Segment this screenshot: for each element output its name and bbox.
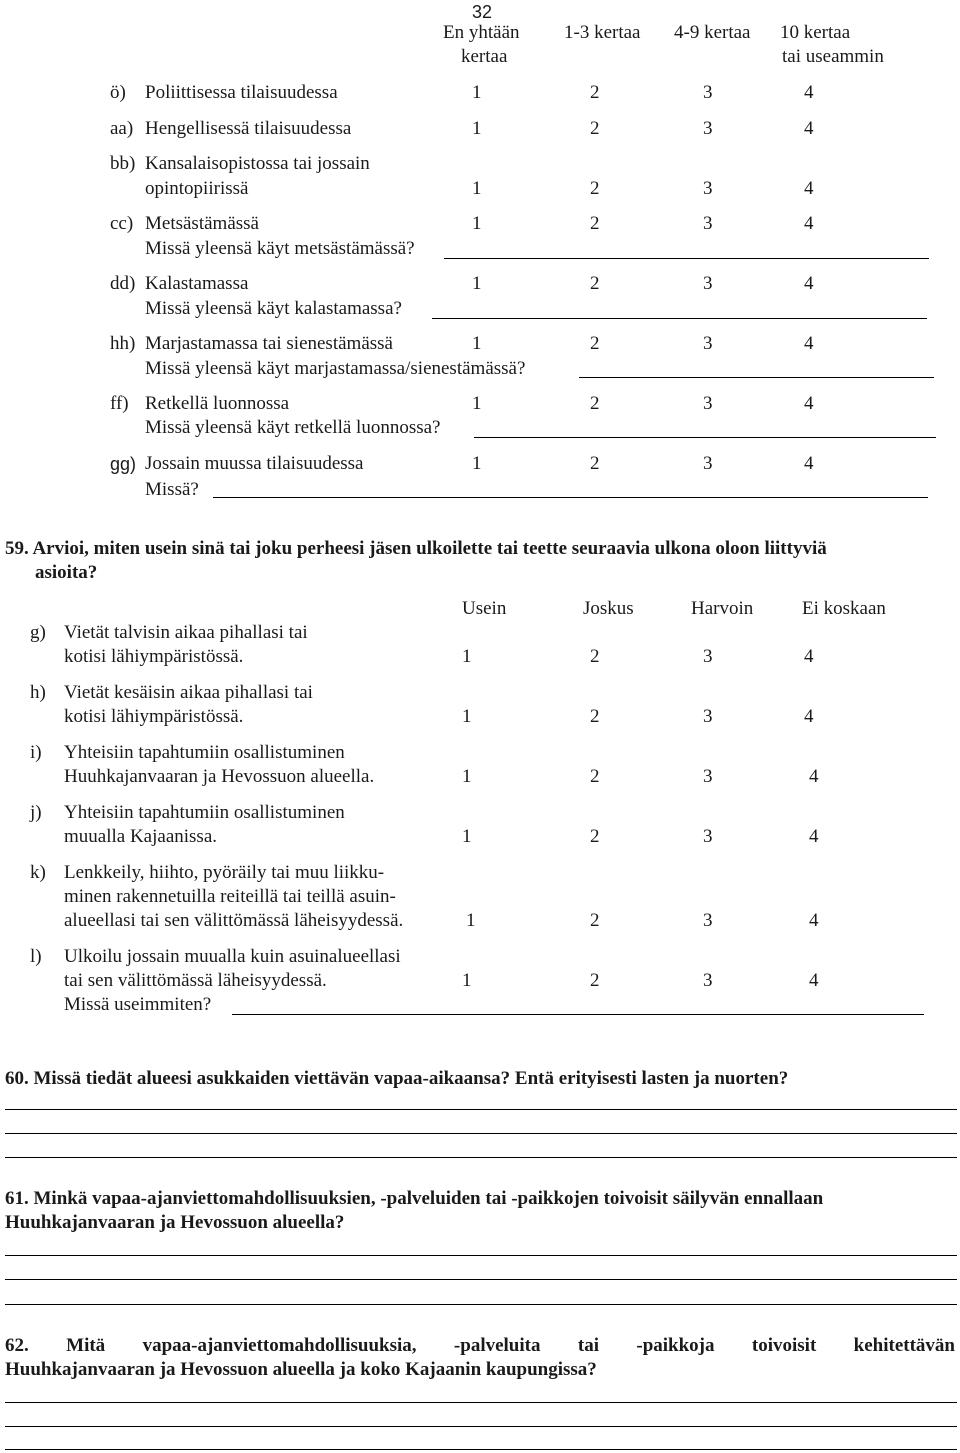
option-4[interactable]: 4 (804, 273, 814, 294)
header-col-4-9: 4-9 kertaa (674, 22, 751, 43)
question-60-title: 60. Missä tiedät alueesi asukkaiden viettävän vapaa-aikaansa? Entä erityisesti lasten ja nuorten? (5, 1068, 789, 1089)
row-label: Kalastamassa (145, 273, 249, 294)
answer-line[interactable] (5, 1304, 957, 1305)
option-4[interactable]: 4 (804, 706, 814, 727)
option-4[interactable]: 4 (804, 333, 814, 354)
option-3[interactable]: 3 (703, 766, 713, 787)
answer-line[interactable] (579, 377, 934, 378)
option-1[interactable]: 1 (472, 333, 482, 354)
item-text-line1: Vietät talvisin aikaa pihallasi tai (64, 622, 308, 643)
option-1[interactable]: 1 (462, 826, 472, 847)
item-letter: h) (30, 682, 46, 703)
answer-line[interactable] (474, 437, 936, 438)
question-61-title: 61. Minkä vapaa-ajanviettomahdollisuuksien, -palveluiden tai -paikkojen toivoisit säilyvän ennallaan (5, 1188, 824, 1209)
row-label: Hengellisessä tilaisuudessa (145, 118, 352, 139)
row-letter: ö) (110, 82, 126, 103)
question-62-title-line2: Huuhkajanvaaran ja Hevossuon alueella ja koko Kajaanin kaupungissa? (5, 1359, 597, 1380)
row-label: Poliittisessa tilaisuudessa (145, 82, 338, 103)
option-4[interactable]: 4 (804, 82, 814, 103)
option-2[interactable]: 2 (590, 970, 600, 991)
option-2[interactable]: 2 (590, 333, 600, 354)
row-label: Retkellä luonnossa (145, 393, 290, 414)
option-1[interactable]: 1 (462, 766, 472, 787)
row-label: Jossain muussa tilaisuudessa (145, 453, 364, 474)
row-subquestion: Missä yleensä käyt kalastamassa? (145, 298, 402, 319)
row-subquestion: Missä yleensä käyt metsästämässä? (145, 238, 415, 259)
item-text-line1: Yhteisiin tapahtumiin osallistuminen (64, 802, 345, 823)
question-59-title-line2: asioita? (35, 562, 98, 583)
item-text-line2: muualla Kajaanissa. (64, 826, 218, 847)
answer-line[interactable] (5, 1109, 957, 1110)
option-1[interactable]: 1 (472, 393, 482, 414)
option-1[interactable]: 1 (472, 453, 482, 474)
header-col-never-line2: kertaa (461, 46, 508, 67)
option-4[interactable]: 4 (804, 213, 814, 234)
item-text-line2: minen rakennetuilla reiteillä tai teillä asuin- (64, 886, 396, 907)
option-3[interactable]: 3 (703, 213, 713, 234)
option-3[interactable]: 3 (703, 826, 713, 847)
row-letter: ff) (110, 393, 129, 414)
option-2[interactable]: 2 (590, 178, 600, 199)
header-col-never: En yhtään (443, 22, 520, 43)
item-letter: i) (30, 742, 42, 763)
answer-line[interactable] (432, 318, 927, 319)
item-letter: k) (30, 862, 46, 883)
answer-line[interactable] (5, 1255, 957, 1256)
item-letter: j) (30, 802, 42, 823)
option-2[interactable]: 2 (590, 910, 600, 931)
answer-line[interactable] (213, 497, 928, 498)
option-1[interactable]: 1 (472, 118, 482, 139)
item-text-line2: Huuhkajanvaaran ja Hevossuon alueella. (64, 766, 375, 787)
option-1[interactable]: 1 (472, 178, 482, 199)
option-3[interactable]: 3 (703, 82, 713, 103)
option-2[interactable]: 2 (590, 213, 600, 234)
header-joskus: Joskus (583, 598, 634, 619)
row-label: Marjastamassa tai sienestämässä (145, 333, 393, 354)
option-1[interactable]: 1 (472, 273, 482, 294)
option-2[interactable]: 2 (590, 82, 600, 103)
page-number: 32 (472, 2, 493, 22)
item-letter: l) (30, 946, 42, 967)
option-4[interactable]: 4 (804, 453, 814, 474)
item-text-line1: Vietät kesäisin aikaa pihallasi tai (64, 682, 313, 703)
row-letter: cc) (110, 213, 134, 234)
answer-line[interactable] (5, 1426, 957, 1427)
option-3[interactable]: 3 (703, 333, 713, 354)
row-label: Kansalaisopistossa tai jossain (145, 153, 370, 174)
row-letter: bb) (110, 153, 136, 174)
answer-line[interactable] (5, 1133, 957, 1134)
item-letter: g) (30, 622, 46, 643)
option-4[interactable]: 4 (804, 178, 814, 199)
option-1[interactable]: 1 (466, 910, 476, 931)
header-harvoin: Harvoin (691, 598, 754, 619)
row-letter: hh) (110, 333, 136, 354)
item-text-line1: Yhteisiin tapahtumiin osallistuminen (64, 742, 345, 763)
row-subquestion: Missä? (145, 479, 199, 500)
row-letter: dd) (110, 273, 136, 294)
question-59-title: 59. Arvioi, miten usein sinä tai joku perheesi jäsen ulkoilette tai teette seuraavia ulkona oloon liittyviä (5, 538, 827, 559)
option-2[interactable]: 2 (590, 706, 600, 727)
header-ei-koskaan: Ei koskaan (802, 598, 886, 619)
option-1[interactable]: 1 (462, 970, 472, 991)
option-1[interactable]: 1 (472, 213, 482, 234)
item-text-line2: kotisi lähiympäristössä. (64, 706, 244, 727)
option-3[interactable]: 3 (703, 706, 713, 727)
answer-line[interactable] (5, 1157, 957, 1158)
item-text-line3: Missä useimmiten? (64, 994, 212, 1015)
option-2[interactable]: 2 (590, 646, 600, 667)
option-4[interactable]: 4 (804, 118, 814, 139)
option-3[interactable]: 3 (703, 970, 713, 991)
option-4[interactable]: 4 (809, 910, 819, 931)
option-2[interactable]: 2 (590, 118, 600, 139)
answer-line[interactable] (5, 1279, 957, 1280)
option-3[interactable]: 3 (703, 910, 713, 931)
option-2[interactable]: 2 (590, 826, 600, 847)
option-4[interactable]: 4 (809, 970, 819, 991)
item-text-line2: kotisi lähiympäristössä. (64, 646, 244, 667)
option-4[interactable]: 4 (804, 393, 814, 414)
item-text-line1: Lenkkeily, hiihto, pyöräily tai muu liikku- (64, 862, 385, 883)
option-4[interactable]: 4 (809, 766, 819, 787)
option-3[interactable]: 3 (703, 453, 713, 474)
option-1[interactable]: 1 (462, 706, 472, 727)
option-3[interactable]: 3 (703, 646, 713, 667)
option-2[interactable]: 2 (590, 453, 600, 474)
option-2[interactable]: 2 (590, 273, 600, 294)
option-4[interactable]: 4 (809, 826, 819, 847)
row-subquestion: Missä yleensä käyt retkellä luonnossa? (145, 417, 441, 438)
row-letter: gg) (110, 454, 137, 474)
item-text-line3: alueellasi tai sen välittömässä läheisyydessä. (64, 910, 404, 931)
option-4[interactable]: 4 (804, 646, 814, 667)
option-3[interactable]: 3 (703, 273, 713, 294)
option-1[interactable]: 1 (472, 82, 482, 103)
row-subquestion: Missä yleensä käyt marjastamassa/sienestämässä? (145, 358, 526, 379)
header-col-10plus: 10 kertaa (780, 22, 851, 43)
option-1[interactable]: 1 (462, 646, 472, 667)
answer-line[interactable] (5, 1449, 957, 1450)
item-text-line1: Ulkoilu jossain muualla kuin asuinalueellasi (64, 946, 401, 967)
question-61-title-line2: Huuhkajanvaaran ja Hevossuon alueella? (5, 1212, 345, 1233)
option-2[interactable]: 2 (590, 766, 600, 787)
row-label: Metsästämässä (145, 213, 259, 234)
answer-line[interactable] (444, 258, 929, 259)
option-3[interactable]: 3 (703, 393, 713, 414)
row-label-line2: opintopiirissä (145, 178, 249, 199)
answer-line[interactable] (232, 1014, 924, 1015)
option-2[interactable]: 2 (590, 393, 600, 414)
option-3[interactable]: 3 (703, 118, 713, 139)
header-col-1-3: 1-3 kertaa (564, 22, 641, 43)
answer-line[interactable] (5, 1402, 957, 1403)
header-usein: Usein (462, 598, 507, 619)
item-text-line2: tai sen välittömässä läheisyydessä. (64, 970, 327, 991)
row-letter: aa) (110, 118, 134, 139)
question-62-title: 62. Mitä vapaa-ajanviettomahdollisuuksia, -palveluita tai -paikkoja toivoisit kehitettävän (5, 1335, 955, 1356)
header-col-10plus-line2: tai useammin (782, 46, 884, 67)
option-3[interactable]: 3 (703, 178, 713, 199)
